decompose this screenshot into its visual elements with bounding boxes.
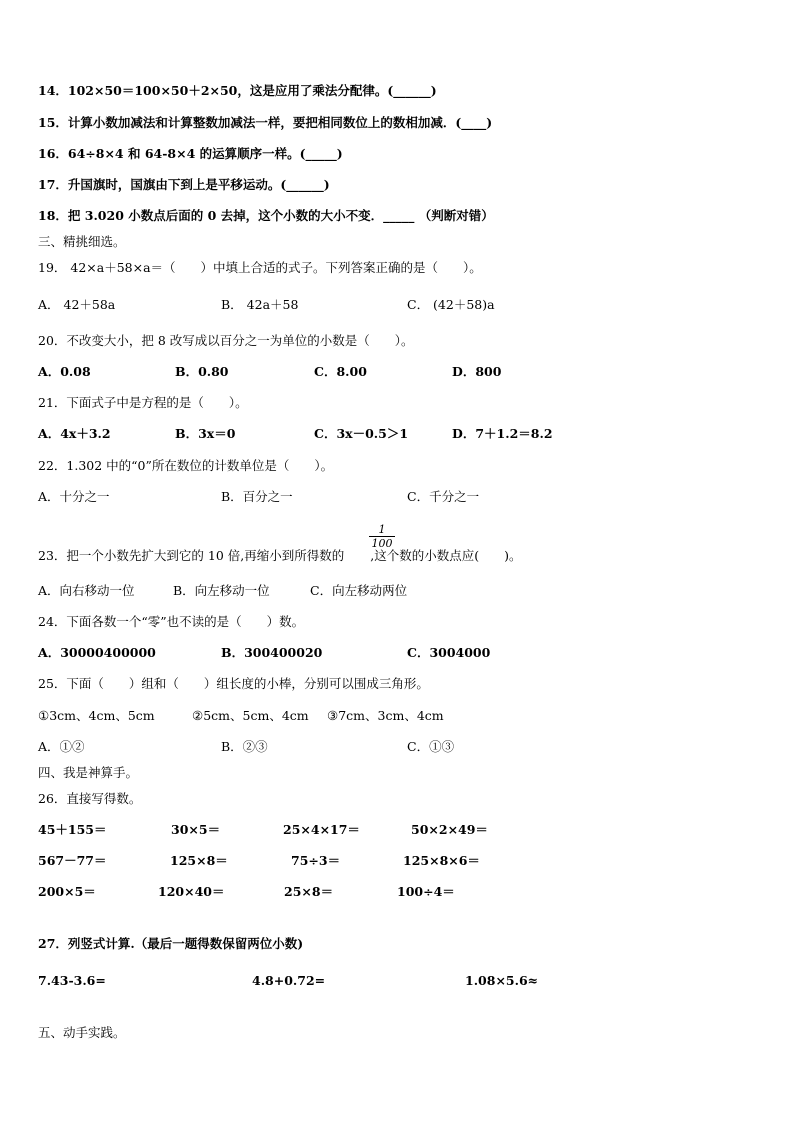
question-26: 26．直接写得数。 [38, 791, 142, 806]
q19-option-c: C． (42＋58)a [407, 297, 495, 312]
section-four-heading: 四、我是神算手。 [38, 765, 139, 780]
q25-group-1: ①3cm、4cm、5cm [38, 708, 155, 723]
section-three-heading: 三、精挑细选。 [38, 234, 126, 249]
q25-group-3: ③7cm、3cm、4cm [327, 708, 444, 723]
q27-item: 7.43-3.6= [38, 973, 106, 988]
q20-option-c: C．8.00 [314, 364, 367, 379]
question-25: 25．下面（ ）组和（ ）组长度的小棒，分别可以围成三角形。 [38, 676, 429, 691]
q23-option-b: B．向左移动一位 [173, 583, 270, 598]
q26-item: 200×5＝ [38, 884, 96, 899]
q22-option-c: C．千分之一 [407, 489, 480, 504]
q23-fraction-numerator: 1 [369, 523, 395, 537]
q21-option-c: C．3x－0.5＞1 [314, 426, 409, 441]
q23-fraction [369, 523, 395, 550]
question-17: 17．升国旗时，国旗由下到上是平移运动。(______) [38, 177, 330, 192]
question-18: 18．把 3.020 小数点后面的 0 去掉，这个小数的大小不变．_____ （判断对错） [38, 208, 494, 223]
q26-item: 30×5＝ [171, 822, 221, 837]
q20-option-a: A．0.08 [38, 364, 91, 379]
q23-text-start: 23．把一个小数先扩大到它的 10 倍,再缩小到所得数的 [38, 548, 345, 563]
question-27: 27．列竖式计算.（最后一题得数保留两位小数) [38, 936, 304, 951]
q26-item: 50×2×49＝ [411, 822, 488, 837]
q20-option-b: B．0.80 [175, 364, 229, 379]
q27-item: 4.8+0.72= [252, 973, 326, 988]
q19-option-b: B． 42a＋58 [221, 297, 299, 312]
q21-option-d: D．7＋1.2＝8.2 [452, 426, 553, 441]
q26-item: 45＋155＝ [38, 822, 107, 837]
q26-item: 125×8＝ [170, 853, 228, 868]
q26-item: 120×40＝ [158, 884, 225, 899]
q23-text-end: ,这个数的小数点应( )。 [370, 548, 522, 563]
q24-option-c: C．3004000 [407, 645, 491, 660]
q26-item: 100÷4＝ [397, 884, 455, 899]
q22-option-b: B．百分之一 [221, 489, 293, 504]
q25-option-b: B．②③ [221, 739, 268, 754]
question-14: 14．102×50＝100×50＋2×50，这是应用了乘法分配律。(______) [38, 83, 437, 98]
q23-option-a: A．向右移动一位 [38, 583, 135, 598]
section-five-heading: 五、动手实践。 [38, 1025, 126, 1040]
question-20: 20．不改变大小，把 8 改写成以百分之一为单位的小数是（ ）。 [38, 333, 414, 348]
question-15: 15．计算小数加减法和计算整数加减法一样，要把相同数位上的数相加减．(____) [38, 115, 493, 130]
q26-item: 75÷3＝ [291, 853, 341, 868]
question-19: 19． 42×a＋58×a＝（ ）中填上合适的式子。下列答案正确的是（ ）。 [38, 260, 482, 275]
question-23 [38, 548, 521, 564]
q26-item: 25×4×17＝ [283, 822, 360, 837]
question-22: 22．1.302 中的“0”所在数位的计数单位是（ ）。 [38, 458, 334, 473]
q21-option-b: B．3x＝0 [175, 426, 236, 441]
question-16: 16．64÷8×4 和 64-8×4 的运算顺序一样。(_____) [38, 146, 343, 161]
q21-option-a: A．4x＋3.2 [38, 426, 111, 441]
q25-option-c: C．①③ [407, 739, 455, 754]
q24-option-a: A．30000400000 [38, 645, 156, 660]
q22-option-a: A．十分之一 [38, 489, 110, 504]
question-24: 24．下面各数一个“零”也不读的是（ ）数。 [38, 614, 305, 629]
q26-item: 125×8×6＝ [403, 853, 480, 868]
q20-option-d: D．800 [452, 364, 502, 379]
q23-fraction-denominator: 100 [371, 537, 393, 550]
q26-item: 25×8＝ [284, 884, 334, 899]
q27-item: 1.08×5.6≈ [465, 973, 539, 988]
q25-option-a: A．①② [38, 739, 85, 754]
q19-option-a: A． 42＋58a [38, 297, 116, 312]
q24-option-b: B．300400020 [221, 645, 323, 660]
q23-option-c: C．向左移动两位 [310, 583, 408, 598]
q26-item: 567－77＝ [38, 853, 107, 868]
question-21: 21．下面式子中是方程的是（ ）。 [38, 395, 248, 410]
q25-group-2: ②5cm、5cm、4cm [192, 708, 309, 723]
